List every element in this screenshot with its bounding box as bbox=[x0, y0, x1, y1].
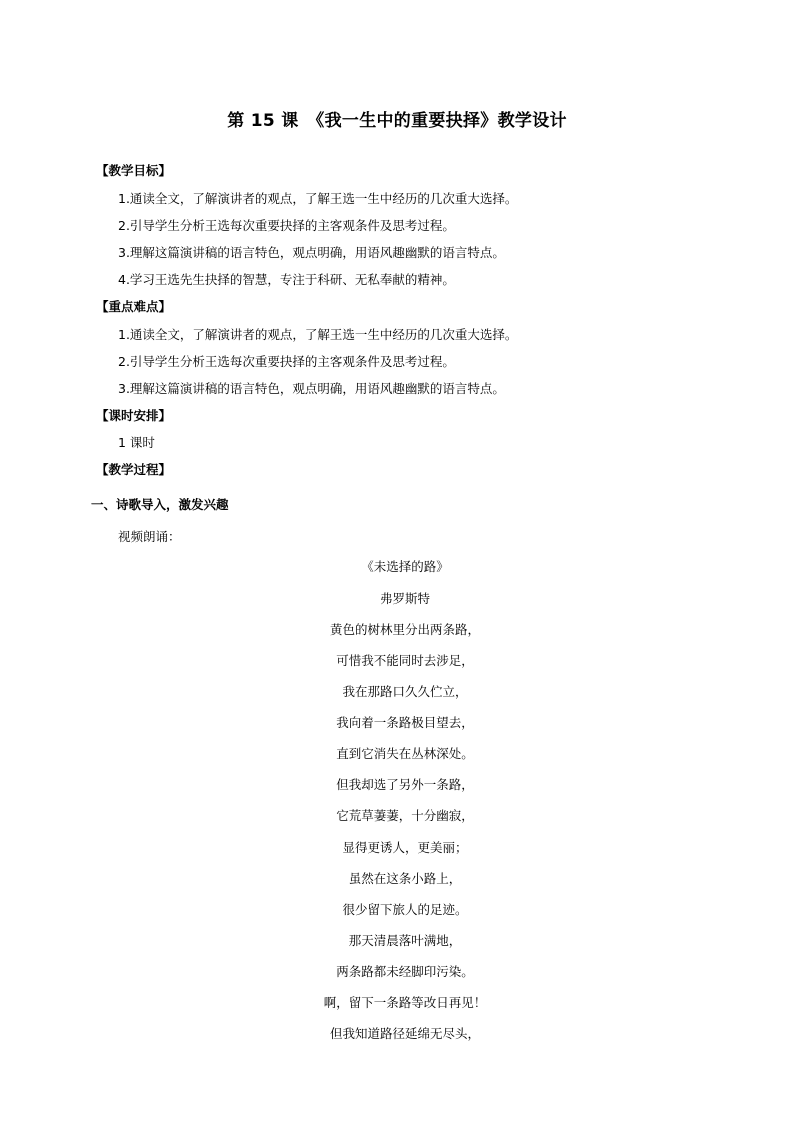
poem-line: 但我知道路径延绵无尽头， bbox=[329, 1026, 480, 1041]
poem-line: 很少留下旅人的足迹。 bbox=[342, 902, 468, 917]
poem-line: 我向着一条路极目望去， bbox=[336, 715, 474, 730]
poem-line: 黄色的树林里分出两条路， bbox=[329, 622, 480, 637]
poem-line: 那天清晨落叶满地， bbox=[348, 933, 462, 948]
objectives-heading: 【教学目标】 bbox=[96, 163, 172, 178]
poem-author: 弗罗斯特 bbox=[379, 591, 430, 606]
poem-line: 它荒草萋萋，十分幽寂， bbox=[336, 808, 474, 823]
schedule-value: 1 课时 bbox=[118, 435, 155, 450]
poem-line: 两条路都未经脚印污染。 bbox=[336, 964, 474, 979]
process-heading: 【教学过程】 bbox=[96, 462, 172, 477]
key-points-heading: 【重点难点】 bbox=[96, 299, 172, 314]
schedule-heading: 【课时安排】 bbox=[96, 408, 172, 423]
intro-text: 视频朗诵： bbox=[118, 529, 181, 544]
poem-line: 直到它消失在丛林深处。 bbox=[336, 746, 474, 761]
poem-line: 可惜我不能同时去涉足， bbox=[336, 653, 474, 668]
poem-line: 我在那路口久久伫立， bbox=[342, 684, 468, 699]
poem-line: 虽然在这条小路上， bbox=[348, 871, 462, 886]
section-heading: 一、诗歌导入，激发兴趣 bbox=[91, 497, 229, 512]
key-point-item: 2.引导学生分析王选每次重要抉择的主客观条件及思考过程。 bbox=[118, 354, 455, 369]
poem-line: 啊，留下一条路等改日再见！ bbox=[323, 995, 487, 1010]
key-point-item: 3.理解这篇演讲稿的语言特色，观点明确，用语风趣幽默的语言特点。 bbox=[118, 381, 505, 396]
poem-title: 《未选择的路》 bbox=[361, 559, 449, 574]
poem-line: 但我却选了另外一条路， bbox=[336, 777, 474, 792]
objective-item: 2.引导学生分析王选每次重要抉择的主客观条件及思考过程。 bbox=[118, 218, 455, 233]
key-point-item: 1.通读全文，了解演讲者的观点，了解王选一生中经历的几次重大选择。 bbox=[118, 327, 518, 342]
poem-line: 显得更诱人，更美丽； bbox=[342, 840, 468, 855]
objective-item: 3.理解这篇演讲稿的语言特色，观点明确，用语风趣幽默的语言特点。 bbox=[118, 245, 505, 260]
objective-item: 4.学习王选先生抉择的智慧，专注于科研、无私奉献的精神。 bbox=[118, 272, 455, 287]
page-title: 第 15 课 《我一生中的重要抉择》教学设计 bbox=[227, 111, 567, 131]
objective-item: 1.通读全文，了解演讲者的观点，了解王选一生中经历的几次重大选择。 bbox=[118, 191, 518, 206]
